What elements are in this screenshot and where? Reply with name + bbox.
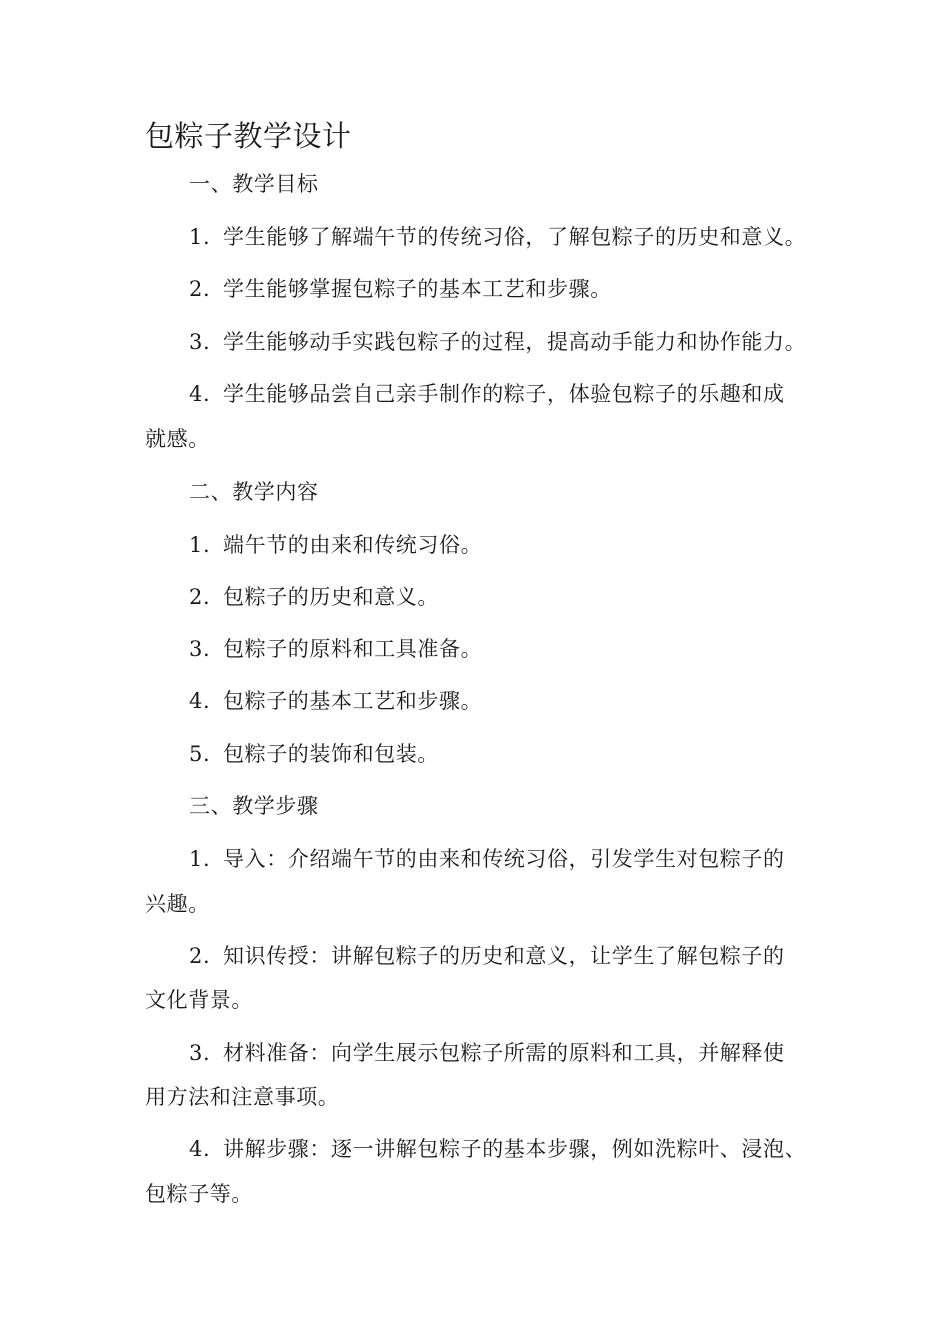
list-item [189,638,482,661]
list-item-number: 5. [189,742,211,766]
list-item-text: 包粽子的原料和工具准备。 [223,637,483,661]
list-item [189,1042,785,1065]
section-heading: 一、教学目标 [189,172,319,196]
list-item [189,278,612,301]
section-heading: 三、教学步骤 [189,794,319,818]
list-item-text: 学生能够了解端午节的传统习俗，了解包粽子的历史和意义。 [223,225,807,249]
list-item [189,848,785,871]
list-item-number: 1. [189,225,211,249]
list-item-continuation: 包粽子等。 [145,1182,253,1206]
list-item-text: 端午节的由来和传统习俗。 [223,533,483,557]
list-item-number: 2. [189,585,211,609]
list-item-number: 3. [189,637,211,661]
list-item-text: 包粽子的装饰和包装。 [223,742,439,766]
list-item-number: 1. [189,533,211,557]
list-item-text: 包粽子的基本工艺和步骤。 [223,689,483,713]
list-item [189,383,785,406]
list-item-number: 2. [189,944,211,968]
list-item-text: 学生能够掌握包粽子的基本工艺和步骤。 [223,277,612,301]
page-title: 包粽子教学设计 [145,119,352,153]
list-item [189,226,806,249]
list-item-number: 2. [189,277,211,301]
list-item [189,1138,806,1161]
list-item-text: 导入：介绍端午节的由来和传统习俗，引发学生对包粽子的 [223,847,785,871]
list-item-number: 4. [189,689,211,713]
list-item-number: 4. [189,1137,211,1161]
list-item [189,534,482,557]
list-item-number: 3. [189,1041,211,1065]
list-item-text: 包粽子的历史和意义。 [223,585,439,609]
list-item-number: 4. [189,382,211,406]
list-item-continuation: 兴趣。 [145,892,210,916]
list-item-continuation: 就感。 [145,427,210,451]
list-item-text: 讲解步骤：逐一讲解包粽子的基本步骤，例如洗粽叶、浸泡、 [223,1137,807,1161]
list-item-continuation: 用方法和注意事项。 [145,1085,340,1109]
list-item [189,586,439,609]
list-item-text: 学生能够动手实践包粽子的过程，提高动手能力和协作能力。 [223,330,807,354]
list-item-text: 学生能够品尝自己亲手制作的粽子，体验包粽子的乐趣和成 [223,382,785,406]
list-item-number: 3. [189,330,211,354]
list-item-continuation: 文化背景。 [145,988,253,1012]
list-item [189,690,482,713]
list-item-text: 材料准备：向学生展示包粽子所需的原料和工具，并解释使 [223,1041,785,1065]
section-heading: 二、教学内容 [189,480,319,504]
list-item-text: 知识传授：讲解包粽子的历史和意义，让学生了解包粽子的 [223,944,785,968]
list-item-number: 1. [189,847,211,871]
list-item [189,743,439,766]
list-item [189,331,806,354]
list-item [189,945,785,968]
